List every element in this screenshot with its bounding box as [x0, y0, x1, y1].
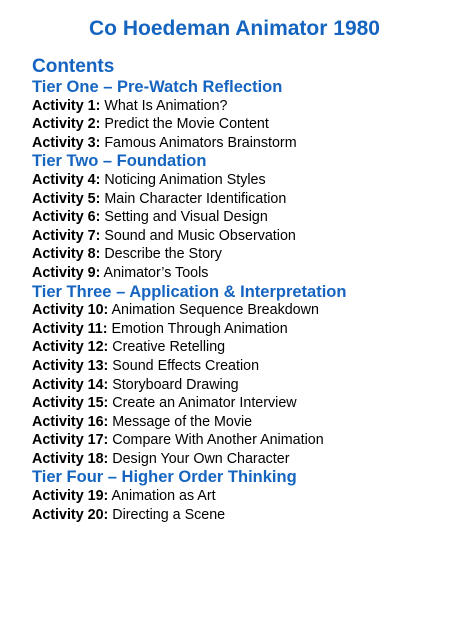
- tier-section: [32, 283, 462, 469]
- activity-title: Compare With Another Animation: [112, 432, 324, 449]
- activity-number: Activity 16:: [32, 413, 109, 430]
- activity-number: Activity 18:: [32, 450, 109, 467]
- activity-item: [32, 190, 462, 209]
- table-of-contents: [32, 56, 462, 524]
- activity-number: Activity 3:: [32, 134, 101, 151]
- activity-title: Famous Animators Brainstorm: [104, 134, 297, 151]
- activity-title: Creative Retelling: [112, 339, 226, 356]
- activity-number: Activity 6:: [32, 209, 101, 226]
- activity-item: [32, 376, 462, 395]
- activity-number: Activity 13:: [32, 357, 109, 374]
- activity-title: Animator’s Tools: [103, 264, 209, 281]
- activity-item: [32, 357, 462, 376]
- activity-title: Describe the Story: [104, 246, 222, 263]
- activity-number: Activity 5:: [32, 190, 101, 207]
- activity-number: Activity 7:: [32, 227, 101, 244]
- tier-section: [32, 152, 462, 282]
- tier-section: [32, 78, 462, 152]
- activity-title: Sound and Music Observation: [104, 227, 296, 244]
- activity-item: [32, 320, 462, 339]
- activity-number: Activity 9:: [32, 264, 101, 281]
- activity-title: Noticing Animation Styles: [104, 171, 266, 188]
- activity-number: Activity 1:: [32, 97, 101, 114]
- activity-item: [32, 115, 462, 134]
- activity-number: Activity 20:: [32, 506, 109, 523]
- activity-title: Main Character Identification: [104, 190, 287, 207]
- activity-number: Activity 11:: [32, 320, 108, 337]
- activity-title: Sound Effects Creation: [112, 357, 260, 374]
- tier-section: [32, 468, 462, 524]
- activity-item: [32, 450, 462, 469]
- activity-item: [32, 506, 462, 525]
- activity-item: [32, 97, 462, 116]
- activity-item: [32, 301, 462, 320]
- activity-item: [32, 208, 462, 227]
- activity-number: Activity 15:: [32, 395, 109, 412]
- activity-number: Activity 10:: [32, 302, 109, 319]
- activity-title: Setting and Visual Design: [104, 209, 268, 226]
- activity-item: [32, 245, 462, 264]
- activity-title: Message of the Movie: [112, 413, 253, 430]
- tier-list: [32, 78, 462, 524]
- activity-item: [32, 264, 462, 283]
- activity-title: What Is Animation?: [104, 97, 228, 114]
- activity-title: Predict the Movie Content: [104, 116, 269, 133]
- activity-title: Animation as Art: [111, 488, 216, 505]
- activity-title: Create an Animator Interview: [112, 395, 297, 412]
- activity-number: Activity 4:: [32, 171, 101, 188]
- activity-number: Activity 14:: [32, 376, 109, 393]
- activity-title: Emotion Through Animation: [111, 320, 288, 337]
- activity-title: Directing a Scene: [112, 506, 226, 523]
- activity-item: [32, 431, 462, 450]
- activity-title: Animation Sequence Breakdown: [111, 302, 319, 319]
- activity-item: [32, 487, 462, 506]
- activity-number: Activity 8:: [32, 246, 101, 263]
- activity-number: Activity 12:: [32, 339, 109, 356]
- activity-item: [32, 134, 462, 153]
- contents-heading: Contents: [32, 56, 115, 77]
- page-title: Co Hoedeman Animator 1980: [89, 17, 380, 40]
- activity-item: [32, 394, 462, 413]
- activity-number: Activity 2:: [32, 116, 101, 133]
- activity-number: Activity 19:: [32, 488, 109, 505]
- tier-heading: Tier Four – Higher Order Thinking: [32, 468, 297, 487]
- activity-title: Design Your Own Character: [112, 450, 290, 467]
- activity-item: [32, 338, 462, 357]
- activity-item: [32, 171, 462, 190]
- activity-title: Storyboard Drawing: [112, 376, 239, 393]
- tier-heading: Tier One – Pre-Watch Reflection: [32, 78, 283, 96]
- tier-heading: Tier Three – Application & Interpretation: [32, 282, 347, 301]
- activity-number: Activity 17:: [32, 432, 109, 449]
- activity-item: [32, 413, 462, 432]
- tier-heading: Tier Two – Foundation: [32, 152, 207, 171]
- activity-item: [32, 227, 462, 246]
